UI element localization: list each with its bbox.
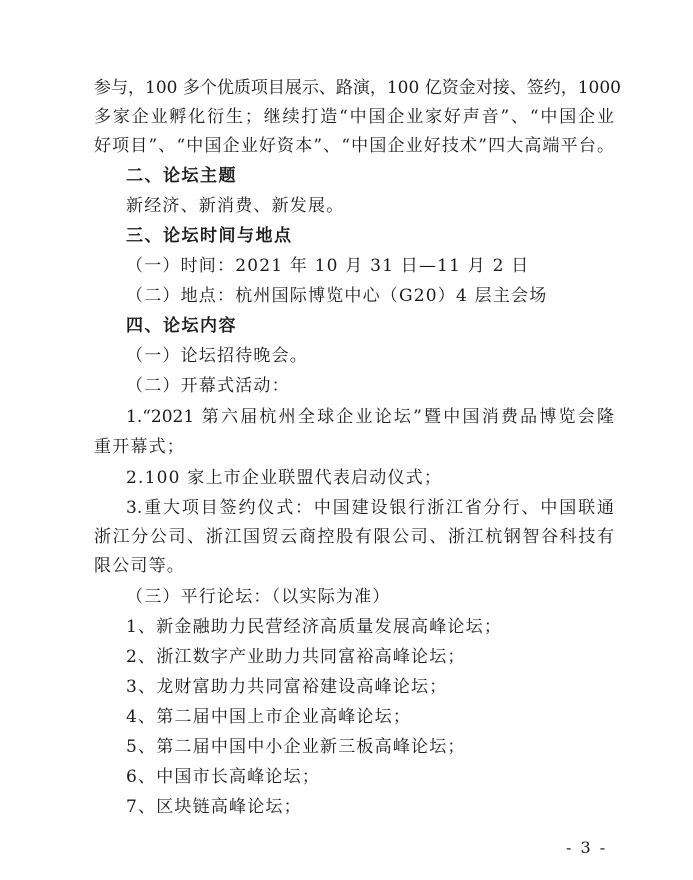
content-item-dinner: （一）论坛招待晚会。 — [126, 346, 308, 366]
opening-item-3-line-1: 3.重大项目签约仪式：中国建设银行浙江省分行、中国联通 — [126, 498, 614, 518]
forum-item-7: 7、区块链高峰论坛； — [126, 797, 302, 817]
opening-item-3-line-3: 限公司等。 — [94, 556, 185, 576]
section-heading-content: 四、论坛内容 — [126, 316, 237, 336]
forum-item-3: 3、龙财富助力共同富裕建设高峰论坛； — [126, 677, 448, 697]
parallel-forums-heading: （三）平行论坛：（以实际为准） — [126, 587, 391, 607]
forum-item-1: 1、新金融助力民营经济高质量发展高峰论坛； — [126, 617, 503, 637]
paragraph-line-2: 多家企业孵化衍生；继续打造“中国企业家好声音”、“中国企业 — [94, 107, 614, 127]
opening-item-1-line-2: 重开幕式； — [94, 437, 185, 457]
theme-text: 新经济、新消费、新发展。 — [126, 196, 345, 216]
time-item: （一）时间：2021 年 10 月 31 日—11 月 2 日 — [126, 256, 530, 276]
content-item-opening: （二）开幕式活动： — [126, 376, 290, 396]
forum-item-5: 5、第二届中国中小企业新三板高峰论坛； — [126, 737, 466, 757]
opening-item-2: 2.100 家上市企业联盟代表启动仪式； — [126, 468, 443, 488]
section-heading-time-location: 三、论坛时间与地点 — [126, 226, 293, 246]
location-item: （二）地点：杭州国际博览中心（G20）4 层主会场 — [126, 286, 548, 306]
section-heading-theme: 二、论坛主题 — [126, 166, 237, 186]
forum-item-2: 2、浙江数字产业助力共同富裕高峰论坛； — [126, 647, 466, 667]
opening-item-1-line-1: 1.“2021 第六届杭州全球企业论坛”暨中国消费品博览会隆 — [126, 407, 614, 427]
forum-item-6: 6、中国市长高峰论坛； — [126, 767, 321, 787]
forum-item-4: 4、第二届中国上市企业高峰论坛； — [126, 707, 412, 727]
page-number: - 3 - — [566, 838, 608, 857]
paragraph-line-1: 参与，100 多个优质项目展示、路演，100 亿资金对接、签约，1000 — [94, 78, 621, 98]
opening-item-3-line-2: 浙江分公司、浙江国贸云商控股有限公司、浙江杭钢智谷科技有 — [94, 527, 614, 547]
paragraph-line-3: 好项目”、“中国企业好资本”、“中国企业好技术”四大高端平台。 — [94, 136, 614, 156]
